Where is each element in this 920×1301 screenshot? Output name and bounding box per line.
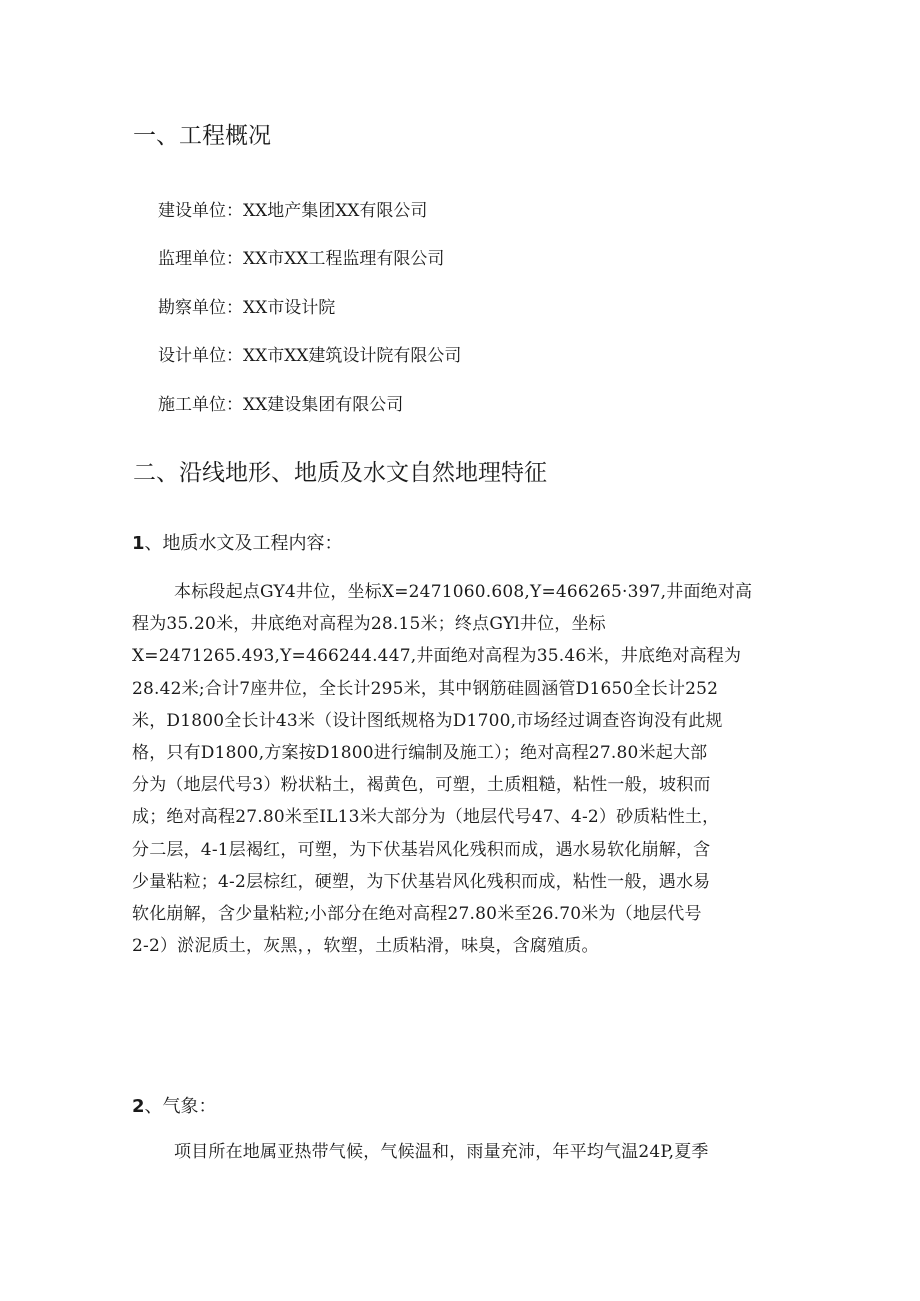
climate-paragraph: [132, 1136, 808, 1168]
survey-line: 勘察单位：XX市设计院: [158, 298, 336, 318]
paragraph-line: 2-2）淤泥质土，灰黑，，软塑，土质粘滑，味臭，含腐殖质。: [132, 936, 599, 957]
paragraph-line: 成；绝对高程27.80米至IL13米大部分为（地层代号47、4-2）砂质粘性土，: [132, 807, 720, 828]
paragraph-line: 本标段起点GY4井位，坐标X=2471060.608,Y=466265·397,井面绝对高: [174, 582, 753, 602]
paragraph-line: 软化崩解，含少量粘粒;小部分在绝对高程27.80米至26.70米为（地层代号: [132, 903, 702, 924]
paragraph-line: 分二层，4-1层褐红，可塑，为下伏基岩风化残积而成，遇水易软化崩解，含: [132, 839, 711, 860]
designer-line: 设计单位：XX市XX建筑设计院有限公司: [158, 346, 462, 366]
section2-title: 二、沿线地形、地质及水文自然地理特征: [133, 460, 547, 486]
contractor-line: 施工单位：XX建设集团有限公司: [158, 395, 404, 415]
subsection2-title: 、气象：: [144, 1096, 217, 1117]
geology-paragraph: [132, 576, 808, 962]
subsection2-number: 2: [132, 1096, 145, 1117]
subsection1-number: 1: [132, 533, 145, 554]
section1-title: 一、工程概况: [133, 123, 271, 149]
paragraph-line: 项目所在地属亚热带气候，气候温和，雨量充沛，年平均气温24P,夏季: [174, 1142, 709, 1162]
subsection1-heading: [132, 531, 343, 557]
supervisor-line: 监理单位：XX市XX工程监理有限公司: [158, 249, 445, 269]
paragraph-line: 28.42米;合计7座井位，全长计295米，其中钢筋硅圆涵管D1650全长计252: [132, 678, 719, 699]
paragraph-line: 少量粘粒；4-2层棕红，硬塑，为下伏基岩风化残积而成，粘性一般，遇水易: [132, 871, 711, 892]
subsection2-heading: [132, 1094, 217, 1120]
subsection1-title: 、地质水文及工程内容：: [144, 533, 343, 554]
paragraph-line: X=2471265.493,Y=466244.447,井面绝对高程为35.46米，井底绝对高程为: [132, 646, 742, 667]
paragraph-line: 程为35.20米，井底绝对高程为28.15米；终点GYl井位，坐标: [132, 614, 606, 635]
builder-line: 建设单位：XX地产集团XX有限公司: [158, 201, 428, 221]
paragraph-line: 分为（地层代号3）粉状粘土，褐黄色，可塑，土质粗糙，粘性一般，坡积而: [132, 775, 711, 796]
paragraph-line: 格，只有D1800,方案按D1800进行编制及施工）；绝对高程27.80米起大部: [132, 742, 708, 763]
paragraph-line: 米，D1800全长计43米（设计图纸规格为D1700,市场经过调查咨询没有此规: [132, 710, 723, 731]
